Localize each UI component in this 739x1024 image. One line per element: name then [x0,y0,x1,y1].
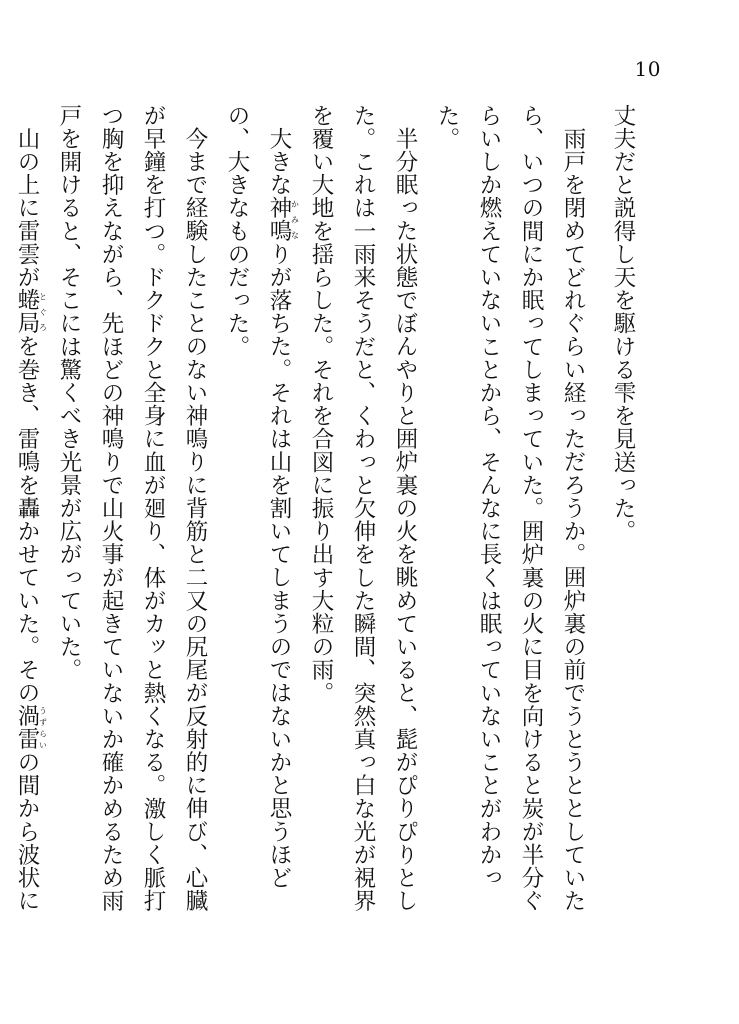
paragraph-4-seg-3: りが落ちた。それは山を割いてしまうのではないかと思うほどの、大きなものだった。 [224,104,292,889]
paragraph-4 [216,104,300,934]
ruby-uzurai: 渦雷うずらい [14,704,48,751]
paragraph-6-seg-3: を巻き、雷鳴を轟かせていた。その [14,334,40,705]
ruby-toguro-reading: とぐろ [38,288,48,335]
ruby-kaminari-reading: かみな [290,195,300,242]
paragraph-6-seg-1: 山の上に雷雲が [14,126,40,289]
paragraph-6 [0,104,48,934]
paragraph-6-seg-5: の間から波状に [14,750,40,912]
paragraph-2: 雨戸を閉めてどれぐらい経っただろうか。囲炉裏の前でうとうととしていたら、いつの間にか眠ってしまっていた。囲炉裏の火に目を向けると炭が半分ぐらいしか燃えていないことから、そんなに長くは眠っていないことがわかった。 [434,104,586,913]
paragraph-5: 今まで経験したことのない神鳴りに背筋と二又の尻尾が反射的に伸び、心臓が早鐘を打つ。ドクドクと全身に血が廻り、体がカッと熱くなる。激しく脈打つ胸を抑えながら、先ほどの神鳴りで山火事が起きていないか確かめるため雨戸を開けると、そこには驚くべき光景が広がっていた。 [56,104,208,913]
ruby-uzurai-reading: うずらい [38,704,48,751]
ruby-toguro: 蜷局とぐろ [14,288,48,335]
paragraph-4-seg-1: 大きな [266,126,292,196]
body-text [14,104,644,934]
page-number: 10 [634,57,661,81]
paragraph-1: 丈夫だと説得し天を駆ける雫を見送った。 [610,104,636,543]
paragraph-3: 半分眠った状態でぼんやりと囲炉裏の火を眺めていると、髭がぴりぴりとした。これは一雨来そうだと、くわっと欠伸をした瞬間、突然真っ白な光が視界を覆い大地を揺らした。それを合図に振り出す大粒の雨。 [308,104,418,913]
ruby-kaminari: 神鳴かみな [266,195,300,243]
